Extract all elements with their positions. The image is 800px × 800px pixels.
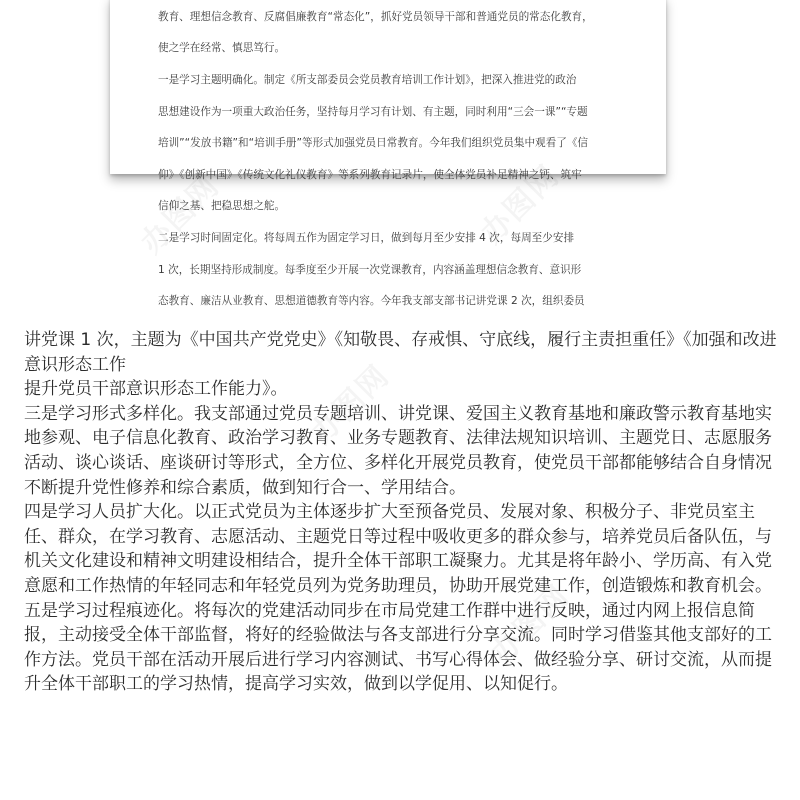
preview-line: 仰》《创新中国》《传统文化礼仪教育》等系列教育记录片，使全体党员补足精神之钙、筑牢 <box>158 168 582 181</box>
preview-line: 思想建设作为一项重大政治任务，坚持每月学习有计划、有主题，同时利用“三会一课”“专题 <box>158 105 588 118</box>
body-paragraph: 讲党课 1 次，主题为《中国共产党党史》《知敬畏、存戒惧、守底线，履行主责担重任》《加强和改进意识形态工作 提升党员干部意识形态工作能力》。 <box>24 330 777 400</box>
preview-line: 教育、理想信念教育、反腐倡廉教育“常态化”，抓好党员领导干部和普通党员的常态化教育， <box>158 10 593 23</box>
preview-line: 态教育、廉洁从业教育、思想道德教育等内容。今年我支部支部书记讲党课 2 次，组织委员 <box>158 295 585 308</box>
preview-line: 使之学在经常、慎思笃行。 <box>158 42 286 55</box>
preview-line: 二是学习时间固定化。将每周五作为固定学习日，做到每月至少安排 4 次，每周至少安排 <box>158 231 575 244</box>
preview-line: 信仰之基、把稳思想之舵。 <box>158 200 286 213</box>
preview-line: 一是学习主题明确化。制定《所支部委员会党员教育培训工作计划》，把深入推进党的政治 <box>158 73 577 86</box>
body-paragraph: 四是学习人员扩大化。以正式党员为主体逐步扩大至预备党员、发展对象、积极分子、非党员室主任、群众，在学习教育、志愿活动、主题党日等过程中吸收更多的群众参与，培养党员后备队伍，与机关文化建设和精神文明建设相结合，提升全体干部职工凝聚力。尤其是将年龄小、学历高、有入党意愿和工作热情的年轻同志和年轻党员列为党务助理员，协助开展党建工作，创造锻炼和教育机会。 <box>24 502 772 596</box>
preview-line: 培训”“发放书籍”和“培训手册”等形式加强党员日常教育。今年我们组织党员集中观看了《信 <box>158 137 589 150</box>
body-paragraph: 三是学习形式多样化。我支部通过党员专题培训、讲党课、爱国主义教育基地和廉政警示教育基地实地参观、电子信息化教育、政治学习教育、业务专题教育、法律法规知识培训、主题党日、志愿服务活动、谈心谈话、座谈研讨等形式，全方位、多样化开展党员教育，使党员干部都能够结合自身情况不断提升党性修养和综合素质，做到知行合一、学用结合。 <box>24 403 772 498</box>
document-body <box>24 328 784 697</box>
preview-text <box>158 0 654 326</box>
body-paragraph: 五是学习过程痕迹化。将每次的党建活动同步在市局党建工作群中进行反映，通过内网上报信息简报，主动接受全体干部监督，将好的经验做法与各支部进行分享交流。同时学习借鉴其他支部好的工作方法。党员干部在活动开展后进行学习内容测试、书写心得体会、做经验分享、研讨交流，从而提升全体干部职工的学习热情，提高学习实效，做到以学促用、以知促行。 <box>24 600 772 695</box>
preview-line: 1 次，长期坚持形成制度。每季度至少开展一次党课教育，内容涵盖理想信念教育、意识形 <box>158 263 582 276</box>
document-preview-card <box>110 0 666 308</box>
